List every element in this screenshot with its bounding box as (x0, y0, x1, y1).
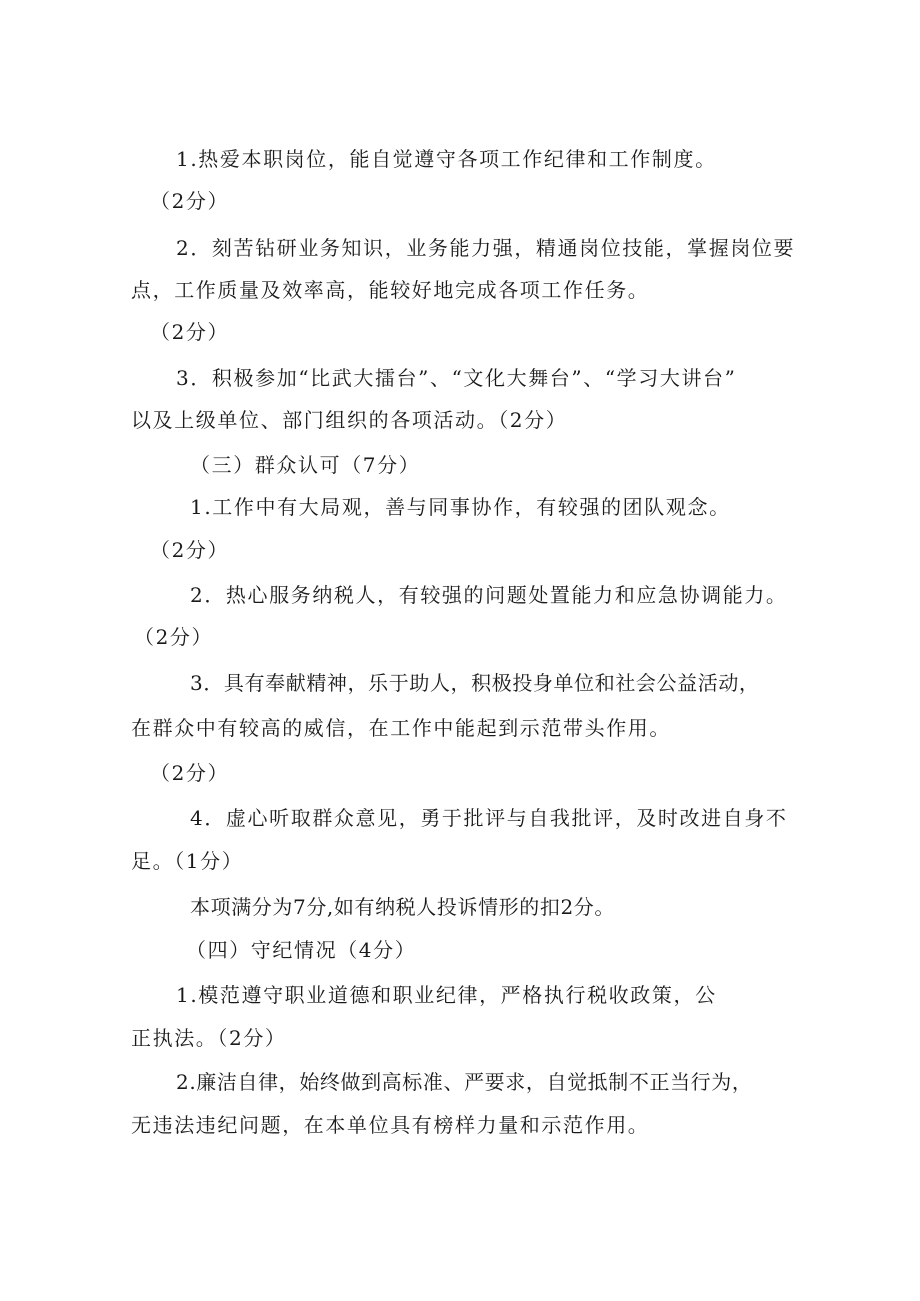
item-3-dedication-score: （2分） (150, 761, 230, 785)
item-3-activities-line1: 3．积极参加“比武大擂台”、“文化大舞台”、“学习大讲台” (176, 366, 737, 390)
item-4-criticism-line1: 4．虚心听取群众意见，勇于批评与自我批评，及时改进自身不 (190, 806, 788, 830)
section-four-heading: （四）守纪情况（4分） (186, 938, 417, 962)
item-2-integrity-line1: 2.廉洁自律，始终做到高标准、严要求，自觉抵制不正当行为， (176, 1070, 753, 1094)
item-1-ethics-line1: 1.模范遵守职业道德和职业纪律，严格执行税收政策，公 (176, 983, 717, 1007)
full-score-note: 本项满分为7分,如有纳税人投诉情形的扣2分。 (190, 895, 616, 919)
item-1-ethics-line2: 正执法。（2分） (131, 1026, 287, 1050)
item-3-dedication-line2: 在群众中有较高的威信，在工作中能起到示范带头作用。 (131, 716, 671, 740)
item-1-teamwork: 1.工作中有大局观，善与同事协作，有较强的团队观念。 (190, 495, 731, 519)
item-3-dedication-line1: 3．具有奉献精神，乐于助人，积极投身单位和社会公益活动， (190, 671, 760, 695)
item-4-criticism-line2: 足。（1分） (131, 849, 244, 873)
section-three-heading: （三）群众认可（7分） (190, 453, 421, 477)
item-1-teamwork-score: （2分） (150, 538, 230, 562)
item-2-score: （2分） (150, 320, 230, 344)
item-2-service-score: （2分） (134, 625, 214, 649)
item-2-service: 2．热心服务纳税人，有较强的问题处置能力和应急协调能力。 (190, 583, 788, 607)
item-2-integrity-line2: 无违法违纪问题，在本单位具有榜样力量和示范作用。 (131, 1113, 650, 1137)
item-2-study-line2: 点，工作质量及效率高，能较好地完成各项工作任务。 (131, 278, 650, 302)
item-1-score: （2分） (150, 189, 230, 213)
item-2-study-line1: 2．刻苦钻研业务知识，业务能力强，精通岗位技能，掌握岗位要 (176, 236, 796, 260)
item-3-activities-line2: 以及上级单位、部门组织的各项活动。（2分） (131, 408, 568, 432)
item-1-love-post: 1.热爱本职岗位，能自觉遵守各项工作纪律和工作制度。 (176, 147, 717, 171)
